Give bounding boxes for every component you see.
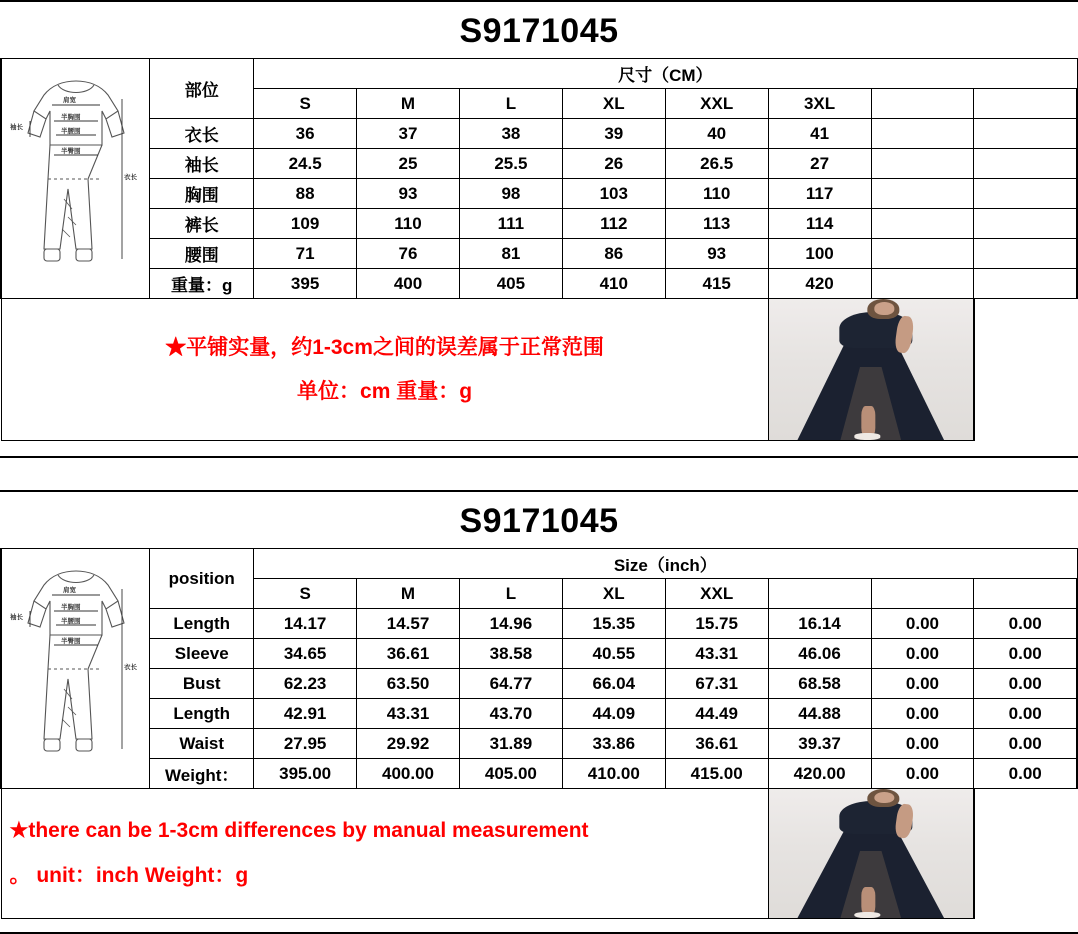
cn-size-xl: XL xyxy=(562,89,665,119)
cn-cell: 110 xyxy=(665,179,768,209)
cn-cell xyxy=(974,149,1077,179)
cn-row-waist xyxy=(1,239,1077,269)
en-cell: 0.00 xyxy=(871,669,974,699)
en-position-header: position xyxy=(150,549,254,609)
en-row-label: Sleeve xyxy=(150,639,254,669)
en-cell: 405.00 xyxy=(459,759,562,789)
cn-cell: 37 xyxy=(357,119,460,149)
en-cell: 0.00 xyxy=(974,639,1077,669)
svg-text:袖长: 袖长 xyxy=(9,614,23,621)
svg-text:衣长: 衣长 xyxy=(123,174,137,181)
cn-cell: 415 xyxy=(665,269,768,299)
en-cell: 415.00 xyxy=(665,759,768,789)
cn-cell xyxy=(871,119,974,149)
cn-position-header: 部位 xyxy=(150,59,254,119)
cn-cell: 36 xyxy=(254,119,357,149)
en-size-blank-1 xyxy=(768,579,871,609)
en-row-length xyxy=(1,609,1077,639)
cn-cell: 27 xyxy=(768,149,871,179)
cn-row-label: 袖长 xyxy=(150,149,254,179)
cn-cell: 103 xyxy=(562,179,665,209)
cn-cell: 420 xyxy=(768,269,871,299)
svg-text:袖长: 袖长 xyxy=(9,124,23,131)
en-cell: 0.00 xyxy=(974,669,1077,699)
cn-header-row-1 xyxy=(1,59,1077,89)
en-cell: 34.65 xyxy=(254,639,357,669)
en-cell: 16.14 xyxy=(768,609,871,639)
en-row-waist xyxy=(1,729,1077,759)
cn-cell: 114 xyxy=(768,209,871,239)
en-cell: 0.00 xyxy=(974,729,1077,759)
en-cell: 15.75 xyxy=(665,609,768,639)
product-photo xyxy=(769,789,973,918)
cn-row-label: 重量：g xyxy=(150,269,254,299)
en-cell: 44.49 xyxy=(665,699,768,729)
en-title: S9171045 xyxy=(459,502,619,540)
en-cell: 14.17 xyxy=(254,609,357,639)
en-cell: 39.37 xyxy=(768,729,871,759)
cn-cell xyxy=(974,239,1077,269)
cn-row-label: 衣长 xyxy=(150,119,254,149)
svg-text:半腰围: 半腰围 xyxy=(60,618,81,625)
en-cell: 33.86 xyxy=(562,729,665,759)
cn-size-block xyxy=(0,0,1078,458)
cn-cell: 405 xyxy=(459,269,562,299)
cn-cell: 76 xyxy=(357,239,460,269)
svg-text:半臀围: 半臀围 xyxy=(60,148,81,155)
en-cell: 15.35 xyxy=(562,609,665,639)
en-cell: 410.00 xyxy=(562,759,665,789)
en-cell: 38.58 xyxy=(459,639,562,669)
en-cell: 43.31 xyxy=(665,639,768,669)
en-cell: 64.77 xyxy=(459,669,562,699)
cn-row-pantlength xyxy=(1,209,1077,239)
en-cell: 43.31 xyxy=(357,699,460,729)
svg-text:肩宽: 肩宽 xyxy=(62,97,76,104)
en-cell: 62.23 xyxy=(254,669,357,699)
en-cell: 42.91 xyxy=(254,699,357,729)
en-note-line-2: 。 unit：inch Weight：g xyxy=(9,863,249,887)
en-row-pantlength xyxy=(1,699,1077,729)
cn-row-label: 裤长 xyxy=(150,209,254,239)
svg-text:半腰围: 半腰围 xyxy=(60,128,81,135)
en-cell: 14.96 xyxy=(459,609,562,639)
cn-photo-cell xyxy=(768,299,974,441)
en-cell: 0.00 xyxy=(871,639,974,669)
cn-title: S9171045 xyxy=(459,12,619,50)
en-note-cell xyxy=(1,789,768,919)
cn-cell: 100 xyxy=(768,239,871,269)
en-row-label: Weight： xyxy=(150,759,254,789)
cn-cell: 71 xyxy=(254,239,357,269)
cn-sketch-cell xyxy=(1,59,150,299)
cn-cell: 395 xyxy=(254,269,357,299)
cn-size-s: S xyxy=(254,89,357,119)
cn-cell xyxy=(871,209,974,239)
en-size-l: L xyxy=(459,579,562,609)
cn-cell xyxy=(871,149,974,179)
cn-cell: 86 xyxy=(562,239,665,269)
cn-cell: 400 xyxy=(357,269,460,299)
cn-cell xyxy=(871,179,974,209)
en-cell: 46.06 xyxy=(768,639,871,669)
en-cell: 40.55 xyxy=(562,639,665,669)
cn-cell: 81 xyxy=(459,239,562,269)
cn-size-m: M xyxy=(357,89,460,119)
en-cell: 0.00 xyxy=(871,759,974,789)
cn-cell: 25.5 xyxy=(459,149,562,179)
en-row-bust xyxy=(1,669,1077,699)
cn-cell: 410 xyxy=(562,269,665,299)
cn-cell xyxy=(974,119,1077,149)
en-note-row xyxy=(1,789,1077,919)
cn-size-blank-1 xyxy=(871,89,974,119)
en-size-group-header: Size（inch） xyxy=(254,549,1077,579)
en-size-xxl: XXL xyxy=(665,579,768,609)
en-row-label: Length xyxy=(150,609,254,639)
cn-size-3xl: 3XL xyxy=(768,89,871,119)
cn-cell: 26 xyxy=(562,149,665,179)
cn-row-label: 腰围 xyxy=(150,239,254,269)
en-size-blank-3 xyxy=(974,579,1077,609)
en-cell: 0.00 xyxy=(974,609,1077,639)
cn-cell: 93 xyxy=(665,239,768,269)
cn-cell xyxy=(871,239,974,269)
cn-cell: 40 xyxy=(665,119,768,149)
en-cell: 14.57 xyxy=(357,609,460,639)
en-cell: 0.00 xyxy=(871,699,974,729)
en-size-blank-2 xyxy=(871,579,974,609)
cn-cell: 39 xyxy=(562,119,665,149)
en-row-label: Bust xyxy=(150,669,254,699)
cn-size-group-header: 尺寸（CM） xyxy=(254,59,1077,89)
cn-cell xyxy=(974,179,1077,209)
cn-cell: 25 xyxy=(357,149,460,179)
en-cell: 29.92 xyxy=(357,729,460,759)
cn-row-length xyxy=(1,119,1077,149)
cn-note-cell xyxy=(1,299,768,441)
en-size-m: M xyxy=(357,579,460,609)
cn-cell: 93 xyxy=(357,179,460,209)
en-cell: 44.88 xyxy=(768,699,871,729)
cn-cell: 111 xyxy=(459,209,562,239)
svg-text:半胸围: 半胸围 xyxy=(60,604,81,611)
en-cell: 67.31 xyxy=(665,669,768,699)
svg-text:肩宽: 肩宽 xyxy=(62,587,76,594)
en-cell: 63.50 xyxy=(357,669,460,699)
cn-size-table xyxy=(0,58,1078,441)
cn-cell xyxy=(974,209,1077,239)
en-size-table xyxy=(0,548,1078,919)
cn-cell: 98 xyxy=(459,179,562,209)
product-photo xyxy=(769,299,973,440)
en-cell: 420.00 xyxy=(768,759,871,789)
en-row-sleeve xyxy=(1,639,1077,669)
cn-note-line-1: ★平铺实量，约1-3cm之间的误差属于正常范围 xyxy=(165,336,604,359)
en-row-label: Waist xyxy=(150,729,254,759)
cn-row-sleeve xyxy=(1,149,1077,179)
en-cell: 395.00 xyxy=(254,759,357,789)
svg-text:半胸围: 半胸围 xyxy=(60,114,81,121)
cn-row-label: 胸围 xyxy=(150,179,254,209)
cn-cell xyxy=(871,269,974,299)
cn-cell: 112 xyxy=(562,209,665,239)
en-cell: 400.00 xyxy=(357,759,460,789)
en-cell: 68.58 xyxy=(768,669,871,699)
en-cell: 31.89 xyxy=(459,729,562,759)
en-cell: 66.04 xyxy=(562,669,665,699)
cn-cell: 113 xyxy=(665,209,768,239)
en-row-label: Length xyxy=(150,699,254,729)
en-size-s: S xyxy=(254,579,357,609)
cn-cell: 24.5 xyxy=(254,149,357,179)
cn-size-l: L xyxy=(459,89,562,119)
en-cell: 0.00 xyxy=(871,609,974,639)
cn-cell: 38 xyxy=(459,119,562,149)
en-row-weight xyxy=(1,759,1077,789)
en-cell: 36.61 xyxy=(665,729,768,759)
cn-size-xxl: XXL xyxy=(665,89,768,119)
garment-sketch xyxy=(6,549,146,769)
cn-cell: 109 xyxy=(254,209,357,239)
cn-size-blank-2 xyxy=(974,89,1077,119)
en-note-line-1: ★there can be 1-3cm differences by manual measurement xyxy=(9,819,589,843)
cn-cell: 117 xyxy=(768,179,871,209)
garment-sketch xyxy=(6,59,146,279)
en-cell: 0.00 xyxy=(871,729,974,759)
en-cell: 44.09 xyxy=(562,699,665,729)
en-photo-cell xyxy=(768,789,974,919)
cn-note-line-2: 单位：cm 重量：g xyxy=(297,379,473,403)
svg-text:衣长: 衣长 xyxy=(123,664,137,671)
cn-row-weight xyxy=(1,269,1077,299)
cn-cell: 26.5 xyxy=(665,149,768,179)
en-header-row-1 xyxy=(1,549,1077,579)
en-cell: 27.95 xyxy=(254,729,357,759)
cn-cell: 110 xyxy=(357,209,460,239)
en-cell: 43.70 xyxy=(459,699,562,729)
en-sketch-cell xyxy=(1,549,150,789)
cn-cell xyxy=(974,269,1077,299)
en-cell: 0.00 xyxy=(974,699,1077,729)
en-cell: 36.61 xyxy=(357,639,460,669)
cn-note-row xyxy=(1,299,1077,441)
cn-row-bust xyxy=(1,179,1077,209)
cn-cell: 41 xyxy=(768,119,871,149)
en-size-block xyxy=(0,490,1078,934)
cn-cell: 88 xyxy=(254,179,357,209)
en-size-xl: XL xyxy=(562,579,665,609)
en-cell: 0.00 xyxy=(974,759,1077,789)
svg-text:半臀围: 半臀围 xyxy=(60,638,81,645)
